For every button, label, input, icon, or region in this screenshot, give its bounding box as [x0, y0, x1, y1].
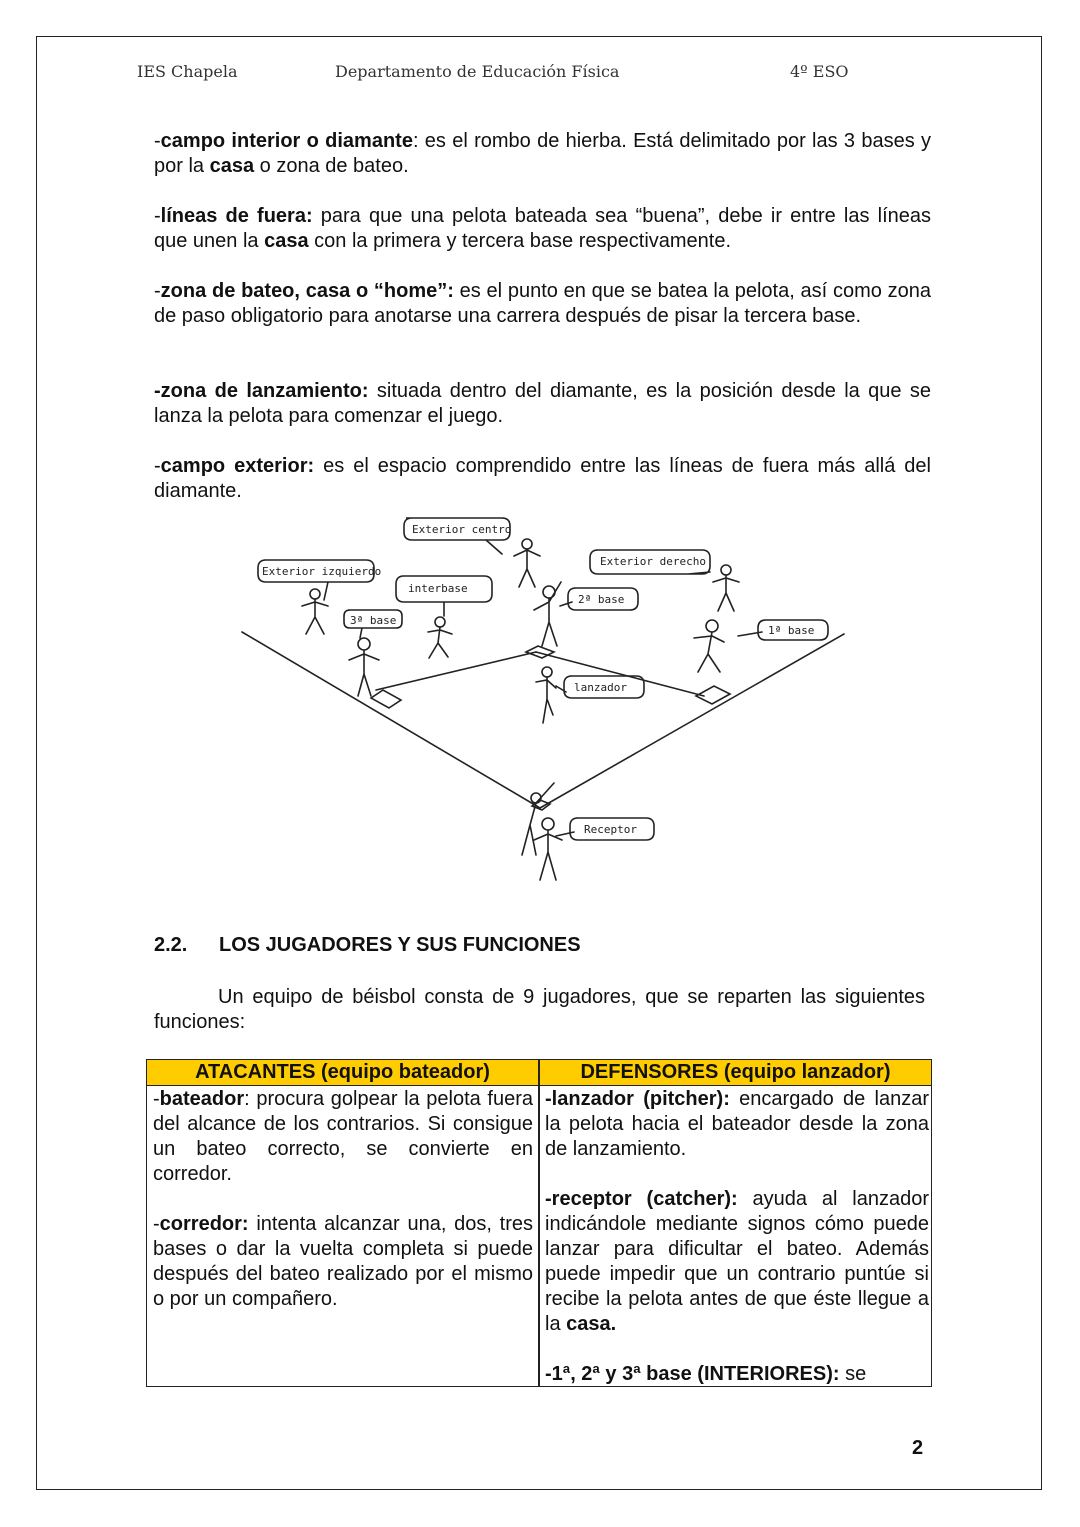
defensores-column [545, 1087, 929, 1412]
label-3a-base: 3ª base [350, 614, 397, 627]
label-exterior-izquierdo: Exterior izquierdo [262, 565, 382, 578]
label-exterior-derecho: Exterior derecho [600, 555, 706, 568]
header-atacantes: ATACANTES (equipo bateador) [195, 1061, 490, 1083]
baseball-field-diagram [236, 510, 851, 890]
atacantes-column [153, 1087, 533, 1337]
definition-campo-interior: -campo interior o diamante: es el rombo de hierba. Está delimitado por las 3 bases y por la casa o zona de bateo. [154, 130, 931, 177]
header-course: 4º ESO [790, 62, 849, 81]
label-2a-base: 2ª base [578, 593, 625, 606]
role-corredor: -corredor: intenta alcanzar una, dos, tres bases o dar la vuelta completa si puede después del bateo realizado por el mismo o por un compañero. [153, 1213, 533, 1310]
third-to-second-baseline [376, 652, 536, 690]
definition-zona-de-bateo: -zona de bateo, casa o “home”: es el punto en que se batea la pelota, así como zona de paso obligatorio para anotarse una carrera después de pisar la tercera base. [154, 280, 931, 327]
third-base-bag [371, 690, 401, 708]
figure-left-field [302, 589, 328, 634]
figure-second-base [534, 582, 561, 646]
figure-third-base [349, 638, 379, 696]
role-bases-interiores: -1ª, 2ª y 3ª base (INTERIORES): se [545, 1363, 867, 1385]
figure-pitcher [536, 667, 556, 723]
section-number: 2.2. [154, 934, 188, 956]
figure-first-base [694, 620, 724, 672]
label-exterior-centro: Exterior centro [412, 523, 512, 536]
role-lanzador: -lanzador (pitcher): encargado de lanzar la pelota hacia el bateador desde la zona de lanzamiento. [545, 1088, 929, 1160]
figure-center-field [514, 539, 540, 587]
figure-shortstop [428, 617, 452, 658]
left-foul-line [242, 632, 540, 808]
definition-campo-exterior: -campo exterior: es el espacio comprendido entre las líneas de fuera más allá del diamante. [154, 455, 931, 502]
right-foul-line [540, 634, 844, 808]
role-bateador: -bateador: procura golpear la pelota fuera del alcance de los contrarios. Si consigue un bateo correcto, se convierte en corredor. [153, 1088, 533, 1185]
definition-zona-de-lanzamiento: -zona de lanzamiento: situada dentro del diamante, es la posición desde la que se lanza la pelota para comenzar el juego. [154, 380, 932, 427]
figure-batter [522, 783, 554, 855]
definition-lineas-de-fuera: -líneas de fuera: para que una pelota bateada sea “buena”, debe ir entre las líneas que unen la casa con la primera y tercera base respectivamente. [154, 205, 931, 252]
figure-catcher [534, 818, 562, 880]
section-title: LOS JUGADORES Y SUS FUNCIONES [219, 934, 581, 956]
column-divider [538, 1060, 540, 1386]
label-lanzador: lanzador [574, 681, 627, 694]
label-1a-base: 1ª base [768, 624, 815, 637]
section-intro: Un equipo de béisbol consta de 9 jugadores, que se reparten las siguientes funciones: [154, 986, 925, 1033]
label-receptor: Receptor [584, 823, 637, 836]
header-defensores: DEFENSORES (equipo lanzador) [580, 1061, 891, 1083]
section-heading [154, 934, 581, 957]
header-school: IES Chapela [137, 62, 238, 81]
figure-right-field [713, 565, 739, 611]
label-interbase: interbase [408, 582, 468, 595]
page-number: 2 [912, 1437, 924, 1459]
functions-table [146, 1059, 932, 1387]
header-department: Departamento de Educación Física [335, 62, 620, 81]
role-receptor: -receptor (catcher): ayuda al lanzador indicándole mediante signos cómo puede lanzar para dificultar el bateo. Además puede impedir que un contrario puntúe si recibe la pelota antes de que éste llegue a la casa. [545, 1188, 930, 1335]
